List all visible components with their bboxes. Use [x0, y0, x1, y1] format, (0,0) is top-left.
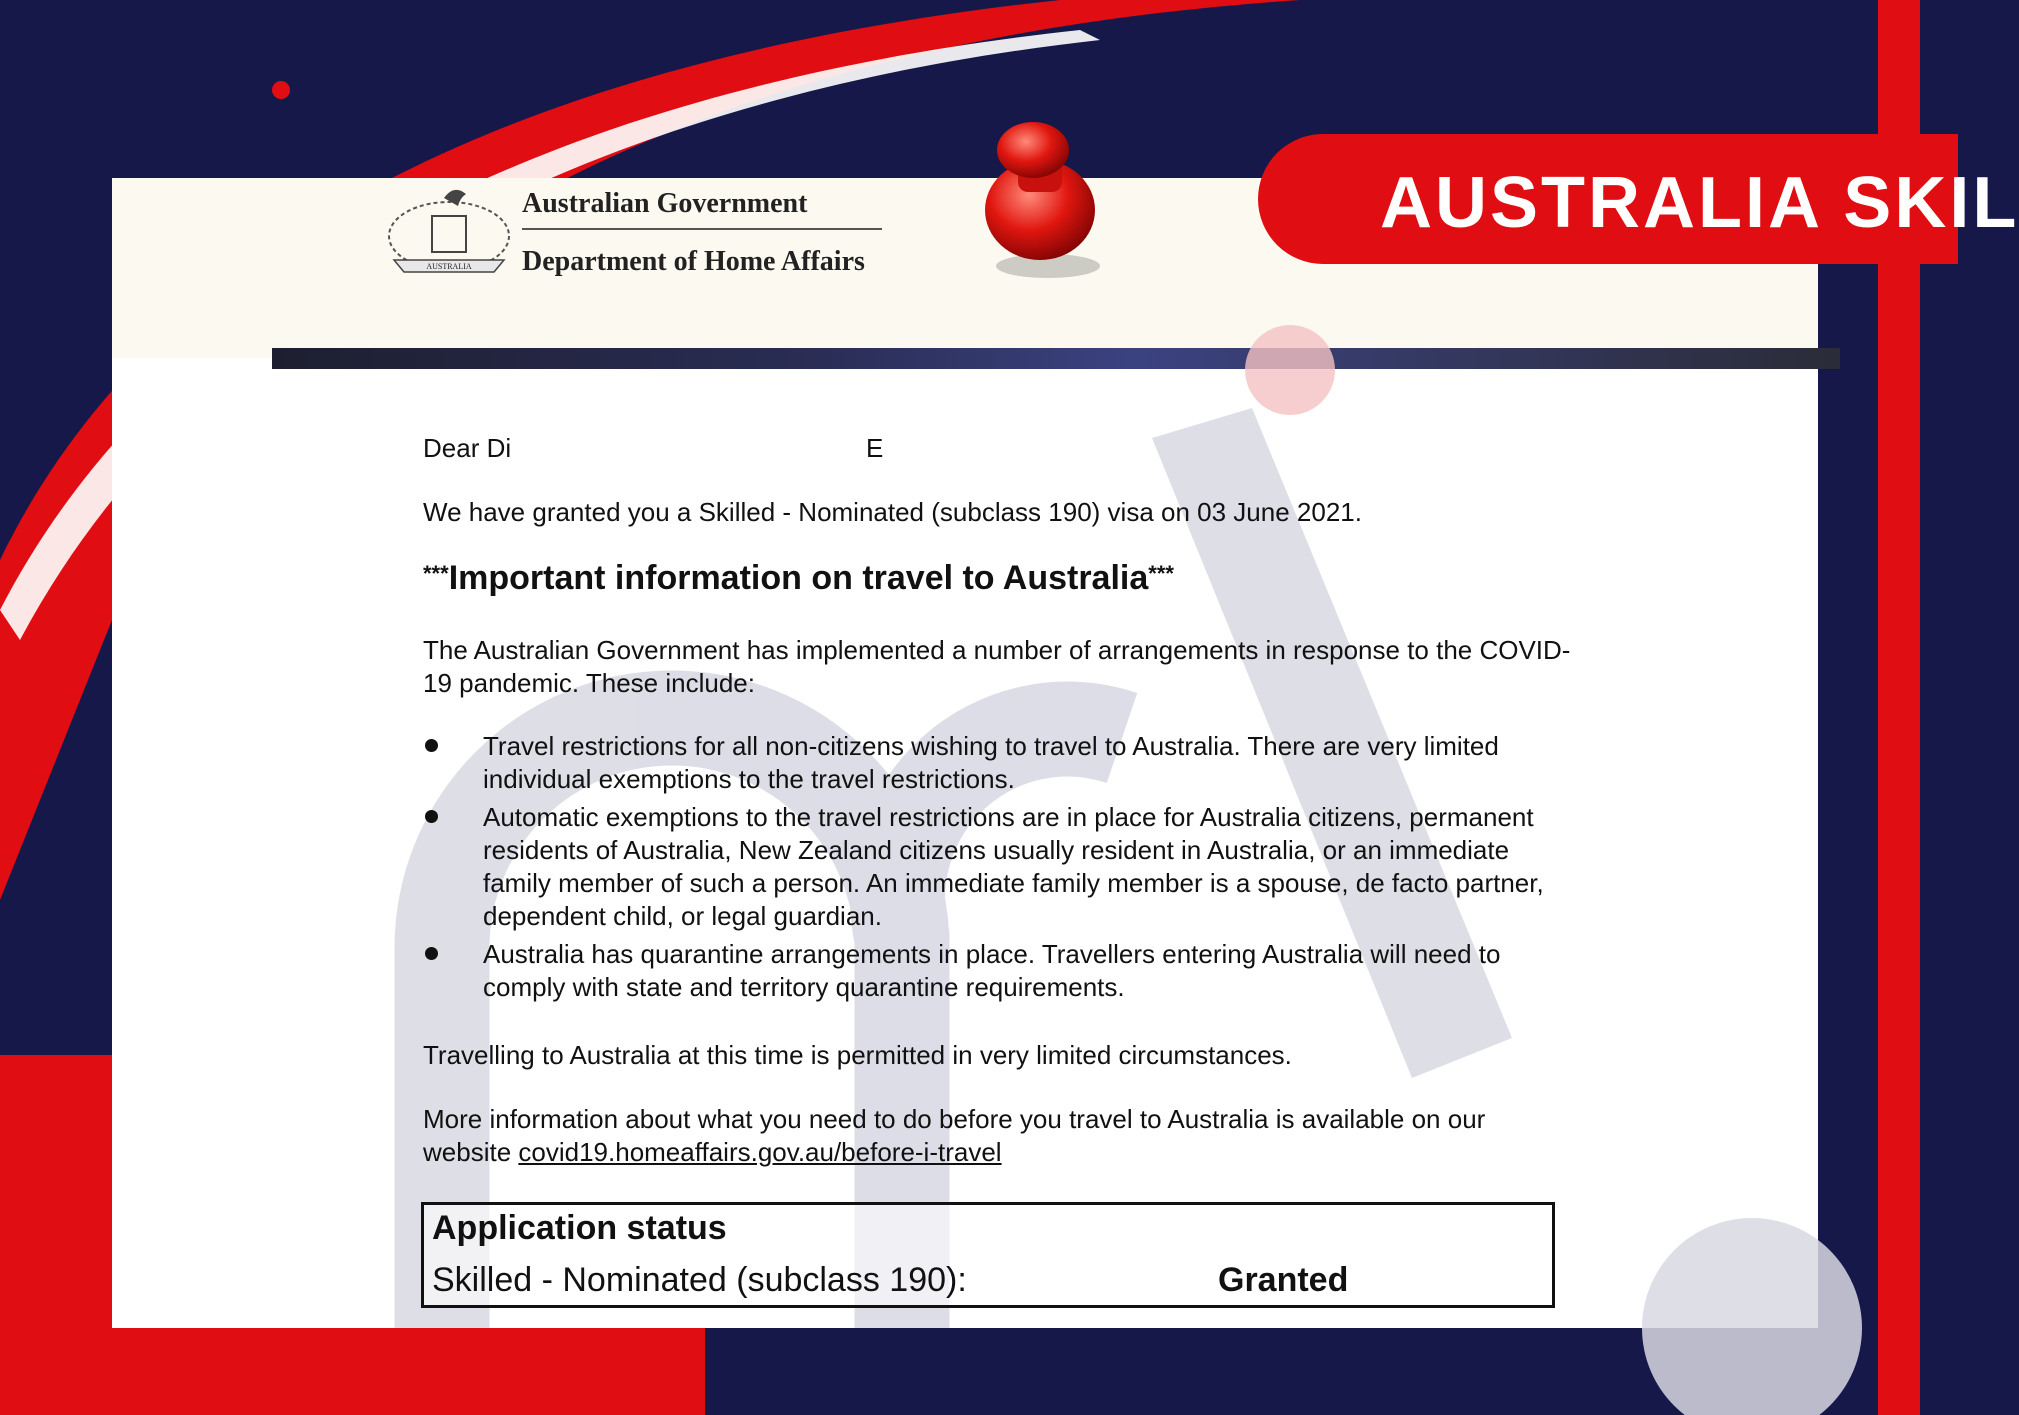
banner-title: AUSTRALIA SKIL [1380, 163, 2019, 243]
bullet-icon [425, 810, 438, 823]
bullet-icon [425, 947, 438, 960]
more-info-text: More information about what you need to do before you travel to Australia is available on our website [423, 1104, 1486, 1167]
list-item-text: Automatic exemptions to the travel restrictions are in place for Australia citizens, permanent residents of Australia, New Zealand citizens usually resident in Australia, or an immediate family member of such a person. An immediate family member is a spouse, de facto partner, dependent child, or legal guardian. [483, 802, 1544, 931]
salutation-initial: E [866, 433, 884, 463]
heading-suffix: *** [1148, 561, 1174, 586]
list-item-text: Australia has quarantine arrangements in place. Travellers entering Australia will need to comply with state and territory quarantine requirements. [483, 939, 1501, 1002]
important-heading [423, 559, 1174, 598]
list-item [423, 938, 1573, 1004]
status-label: Skilled - Nominated (subclass 190): [432, 1261, 967, 1299]
list-item [423, 801, 1573, 933]
before-travel-link[interactable]: covid19.homeaffairs.gov.au/before-i-travel [518, 1137, 1002, 1167]
application-status-box [421, 1202, 1555, 1308]
list-item [423, 730, 1573, 796]
visa-letter [112, 178, 1818, 1328]
bullet-icon [425, 739, 438, 752]
salutation: Dear Di [423, 433, 512, 463]
list-item-text: Travel restrictions for all non-citizens wishing to travel to Australia. There are very limited individual exemptions to the travel restrictions. [483, 731, 1499, 794]
title-banner [1258, 134, 2019, 264]
travel-note: Travelling to Australia at this time is permitted in very limited circumstances. [423, 1040, 1292, 1070]
bullet-list [423, 730, 1573, 1009]
grant-statement: We have granted you a Skilled - Nominated (subclass 190) visa on 03 June 2021. [423, 497, 1362, 527]
department-name: Department of Home Affairs [522, 246, 865, 277]
more-info-paragraph [423, 1103, 1573, 1169]
heading-text: Important information on travel to Australia [448, 559, 1149, 597]
government-name: Australian Government [522, 188, 808, 219]
intro-paragraph: The Australian Government has implemented a number of arrangements in response to the COVID-19 pandemic. These include: [423, 635, 1571, 698]
heading-prefix: *** [423, 561, 449, 586]
status-title: Application status [432, 1209, 727, 1247]
status-value: Granted [1218, 1261, 1349, 1299]
crest-motto: AUSTRALIA [426, 262, 472, 271]
